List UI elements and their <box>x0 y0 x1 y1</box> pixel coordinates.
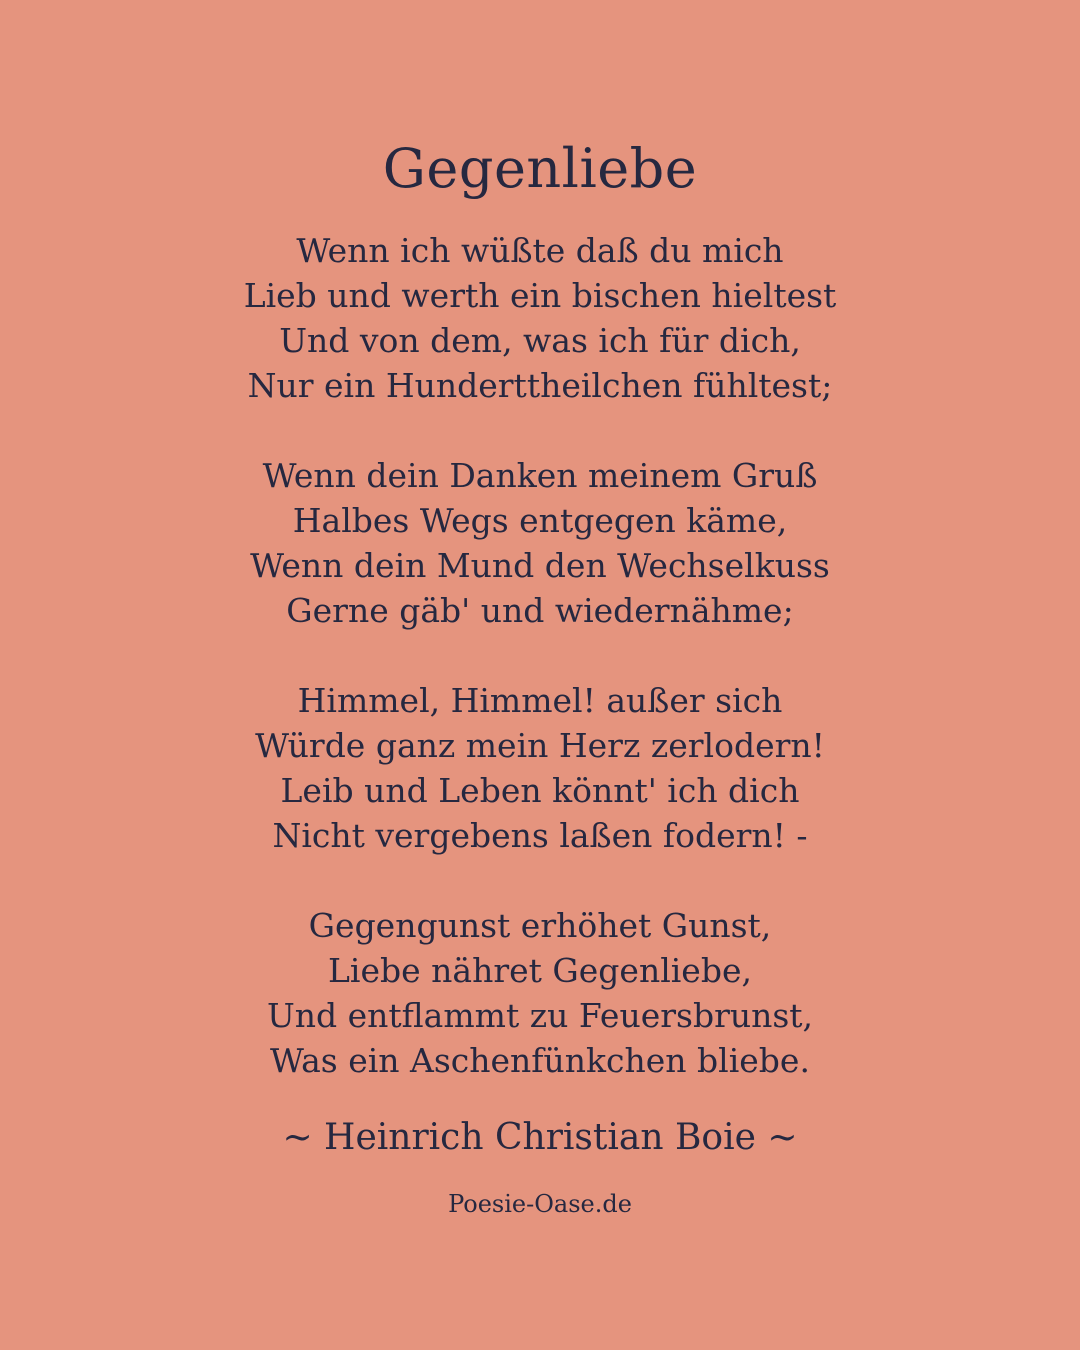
poem-author: ~ Heinrich Christian Boie ~ <box>282 1117 798 1158</box>
poem-line: Nur ein Hunderttheilchen fühltest; <box>247 366 833 405</box>
poem-body <box>0 228 1080 1128</box>
site-credit: Poesie-Oase.de <box>448 1190 632 1218</box>
poem-line: Wenn ich wüßte daß du mich <box>296 231 784 270</box>
stanza-1 <box>0 228 1080 408</box>
poem-line: Leib und Leben könnt' ich dich <box>280 771 800 810</box>
poem-line: Würde ganz mein Herz zerlodern! <box>255 726 825 765</box>
poem-line: Was ein Aschenfünkchen bliebe. <box>270 1041 810 1080</box>
poem-line: Wenn dein Mund den Wechselkuss <box>250 546 830 585</box>
stanza-3 <box>0 678 1080 858</box>
poem-line: Halbes Wegs entgegen käme, <box>292 501 788 540</box>
poem-line: Nicht vergebens laßen fodern! - <box>272 816 808 855</box>
poem-title: Gegenliebe <box>382 137 698 200</box>
poem-line: Und entflammt zu Feuersbrunst, <box>266 996 814 1035</box>
poem-line: Wenn dein Danken meinem Gruß <box>262 456 818 495</box>
poem-line: Gegengunst erhöhet Gunst, <box>308 906 772 945</box>
poem-line: Liebe nähret Gegenliebe, <box>328 951 752 990</box>
poem-line: Lieb und werth ein bischen hieltest <box>243 276 837 315</box>
stanza-2 <box>0 453 1080 633</box>
poem-line: Und von dem, was ich für dich, <box>279 321 801 360</box>
stanza-4 <box>0 903 1080 1083</box>
poem-line: Himmel, Himmel! außer sich <box>297 681 783 720</box>
poem-line: Gerne gäb' und wiedernähme; <box>286 591 794 630</box>
